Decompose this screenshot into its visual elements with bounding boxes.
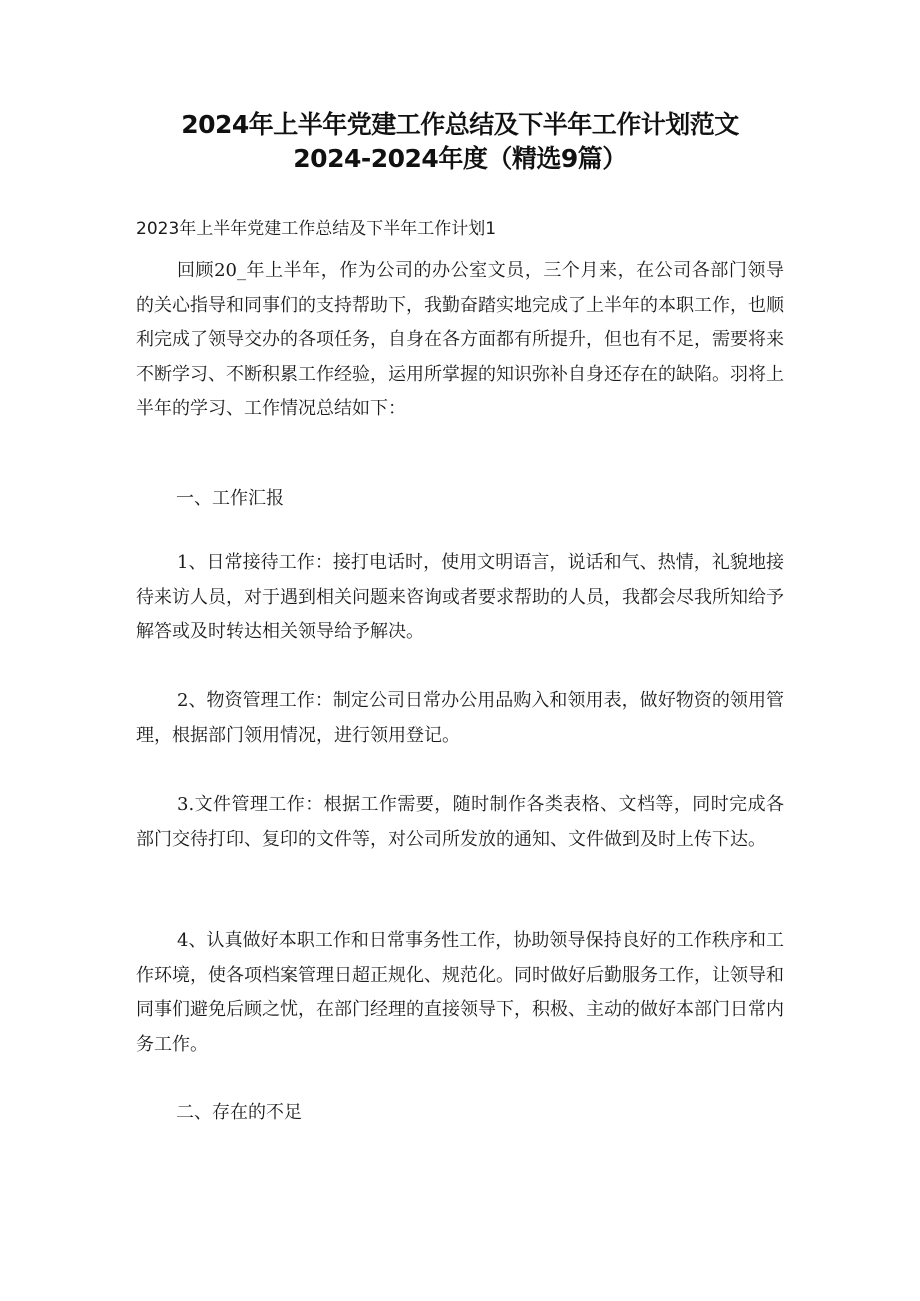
document-title-line1: 2024年上半年党建工作总结及下半年工作计划范文 xyxy=(181,110,739,139)
item-paragraph-duties: 4、认真做好本职工作和日常事务性工作，协助领导保持良好的工作秩序和工作环境，使各项档案管理日超正规化、规范化。同时做好后勤服务工作，让领导和同事们避免后顾之忧，在部门经理的直接领导下，积极、主动的做好本部门日常内务工作。 xyxy=(136,930,784,1055)
document-title-line2: 2024-2024年度（精选9篇） xyxy=(293,144,627,173)
section-subtitle: 2023年上半年党建工作总结及下半年工作计划1 xyxy=(136,219,497,239)
section-heading-shortcomings: 二、存在的不足 xyxy=(176,1102,302,1123)
intro-paragraph: 回顾20_年上半年，作为公司的办公室文员，三个月来，在公司各部门领导的关心指导和同事们的支持帮助下，我勤奋踏实地完成了上半年的本职工作，也顺利完成了领导交办的各项任务，自身在各方面都有所提升，但也有不足，需要将来不断学习、不断积累工作经验，运用所掌握的知识弥补自身还存在的缺陷。羽将上半年的学习、工作情况总结如下： xyxy=(136,260,784,419)
item-paragraph-reception: 1、日常接待工作：接打电话时，使用文明语言，说话和气、热情，礼貌地接待来访人员，对于遇到相关问题来咨询或者要求帮助的人员，我都会尽我所知给予解答或及时转达相关领导给予解决。 xyxy=(136,552,784,642)
section-heading-work-report: 一、工作汇报 xyxy=(176,488,284,509)
item-paragraph-documents: 3.文件管理工作：根据工作需要，随时制作各类表格、文档等，同时完成各部门交待打印、复印的文件等，对公司所发放的通知、文件做到及时上传下达。 xyxy=(136,794,784,850)
item-paragraph-materials: 2、物资管理工作：制定公司日常办公用品购入和领用表，做好物资的领用管理，根据部门领用情况，进行领用登记。 xyxy=(136,690,784,746)
